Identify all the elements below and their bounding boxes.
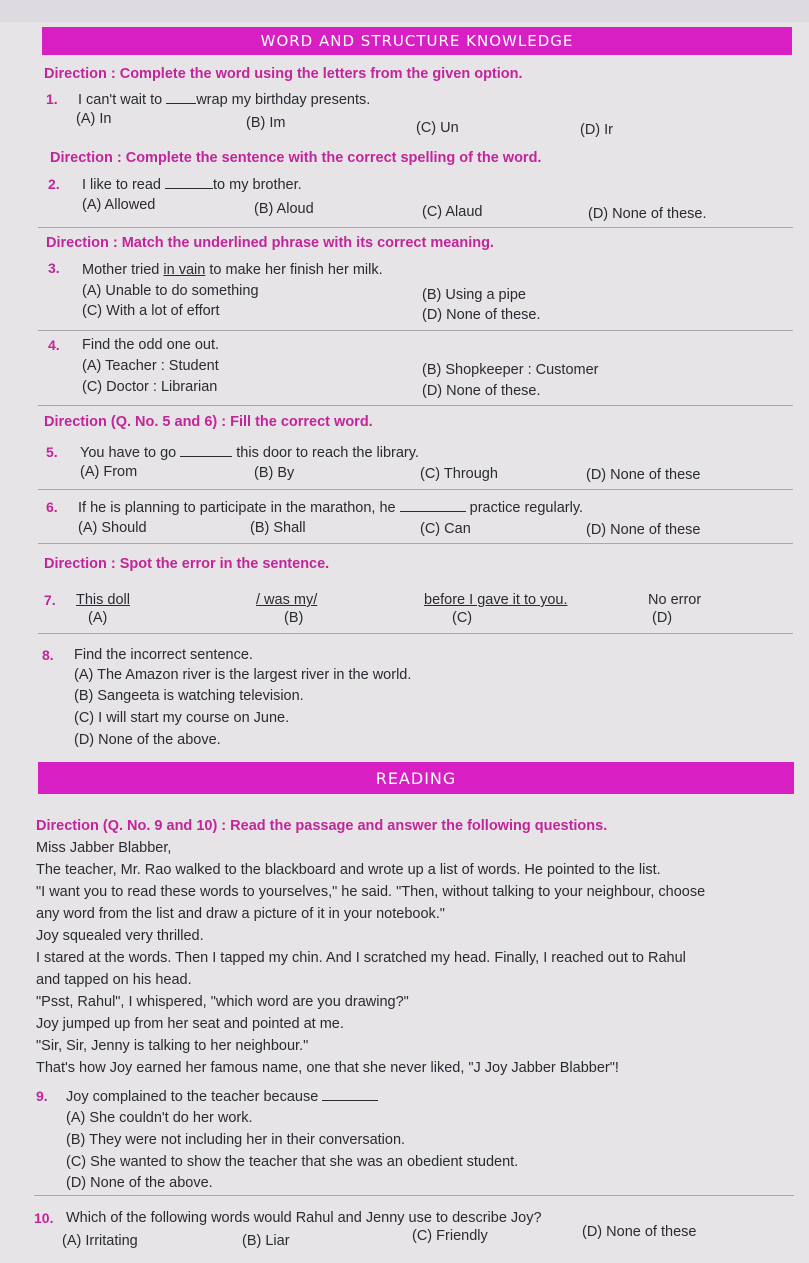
q5-pre: You have to go bbox=[80, 445, 177, 461]
divider bbox=[38, 633, 793, 634]
q7-label-d: (D) bbox=[652, 610, 673, 626]
passage-line: "Sir, Sir, Jenny is talking to her neighbour." bbox=[36, 1038, 309, 1054]
question-3-text bbox=[82, 262, 383, 278]
q3-option-a: (A) Unable to do something bbox=[82, 283, 259, 299]
q9-option-a: (A) She couldn't do her work. bbox=[66, 1110, 253, 1126]
q1-option-b: (B) Im bbox=[246, 115, 286, 131]
q7-label-a: (A) bbox=[88, 610, 108, 626]
q3-option-d: (D) None of these. bbox=[422, 307, 541, 323]
q8-option-a: (A) The Amazon river is the largest river in the world. bbox=[74, 667, 412, 683]
error-part-a: This doll bbox=[76, 592, 130, 608]
q5-option-c: (C) Through bbox=[420, 466, 498, 482]
passage-line: "Psst, Rahul", I whispered, "which word are you drawing?" bbox=[36, 994, 409, 1010]
q5-post: this door to reach the library. bbox=[236, 445, 419, 461]
q10-option-c: (C) Friendly bbox=[412, 1228, 488, 1244]
passage-line: Miss Jabber Blabber, bbox=[36, 840, 172, 856]
q8-option-b: (B) Sangeeta is watching television. bbox=[74, 688, 304, 704]
divider bbox=[38, 489, 793, 490]
q2-option-d: (D) None of these. bbox=[588, 206, 707, 222]
section-header-word-structure bbox=[42, 27, 792, 55]
q2-pre: I like to read bbox=[82, 177, 161, 193]
q6-post: practice regularly. bbox=[469, 500, 584, 516]
answer-blank bbox=[180, 444, 232, 457]
question-6-text bbox=[78, 499, 583, 516]
error-part-b: / was my/ bbox=[256, 592, 318, 608]
passage-line: Joy squealed very thrilled. bbox=[36, 928, 204, 944]
direction-q7: Direction : Spot the error in the sentence. bbox=[44, 556, 330, 572]
passage-line: "I want you to read these words to yourselves," he said. "Then, without talking to your neighbour, choose bbox=[36, 884, 706, 900]
q8-option-d: (D) None of the above. bbox=[74, 732, 221, 748]
q5-option-a: (A) From bbox=[80, 464, 138, 480]
q1-option-d: (D) Ir bbox=[580, 122, 614, 138]
q4-option-a: (A) Teacher : Student bbox=[82, 358, 219, 374]
divider bbox=[38, 330, 793, 331]
q9-option-c: (C) She wanted to show the teacher that she was an obedient student. bbox=[66, 1154, 519, 1170]
divider bbox=[38, 543, 793, 544]
q10-option-d: (D) None of these bbox=[582, 1224, 697, 1240]
question-5-text bbox=[80, 444, 419, 461]
question-1-text bbox=[78, 91, 370, 108]
q6-option-a: (A) Should bbox=[78, 520, 147, 536]
divider bbox=[38, 227, 793, 228]
q9-option-b: (B) They were not including her in their conversation. bbox=[66, 1132, 406, 1148]
passage-line: That's how Joy earned her famous name, one that she never liked, "J Joy Jabber Blabber"! bbox=[36, 1060, 619, 1076]
question-4-text: Find the odd one out. bbox=[82, 337, 220, 353]
passage-line: and tapped on his head. bbox=[36, 972, 192, 988]
direction-q5-q6: Direction (Q. No. 5 and 6) : Fill the correct word. bbox=[44, 414, 373, 430]
q2-option-c: (C) Alaud bbox=[422, 204, 483, 220]
q1-pre: I can't wait to bbox=[78, 92, 163, 108]
question-number: 6. bbox=[46, 499, 58, 515]
question-number: 9. bbox=[36, 1088, 48, 1104]
direction-q9-q10: Direction (Q. No. 9 and 10) : Read the passage and answer the following questions. bbox=[36, 818, 608, 834]
answer-blank bbox=[165, 176, 213, 189]
q5-option-b: (B) By bbox=[254, 465, 295, 481]
underlined-phrase: in vain bbox=[163, 262, 206, 278]
passage-line: any word from the list and draw a picture of it in your notebook." bbox=[36, 906, 445, 922]
q2-post: to my brother. bbox=[213, 177, 302, 193]
question-number: 10. bbox=[34, 1210, 54, 1226]
q1-post: wrap my birthday presents. bbox=[196, 92, 371, 108]
q7-label-b: (B) bbox=[284, 610, 304, 626]
question-8-text: Find the incorrect sentence. bbox=[74, 647, 253, 663]
question-number: 7. bbox=[44, 592, 56, 608]
q6-option-c: (C) Can bbox=[420, 521, 471, 537]
q8-option-c: (C) I will start my course on June. bbox=[74, 710, 290, 726]
question-10-text: Which of the following words would Rahul and Jenny use to describe Joy? bbox=[66, 1210, 542, 1226]
section-title: WORD AND STRUCTURE KNOWLEDGE bbox=[260, 32, 574, 50]
direction-q3: Direction : Match the underlined phrase with its correct meaning. bbox=[46, 235, 494, 251]
q9-option-d: (D) None of the above. bbox=[66, 1175, 213, 1191]
q4-option-b: (B) Shopkeeper : Customer bbox=[422, 362, 599, 378]
direction-q1: Direction : Complete the word using the letters from the given option. bbox=[44, 66, 523, 82]
section-header-reading bbox=[38, 762, 794, 794]
question-number: 3. bbox=[48, 260, 60, 276]
passage-line: I stared at the words. Then I tapped my chin. And I scratched my head. Finally, I reached out to Rahul bbox=[36, 950, 686, 966]
section-title: READING bbox=[375, 768, 457, 788]
q4-option-c: (C) Doctor : Librarian bbox=[82, 379, 218, 395]
q3-option-c: (C) With a lot of effort bbox=[82, 303, 220, 319]
q6-pre: If he is planning to participate in the marathon, he bbox=[78, 500, 396, 516]
q3-pre: Mother tried bbox=[82, 262, 160, 278]
q9-pre: Joy complained to the teacher because bbox=[66, 1089, 319, 1105]
q10-option-b: (B) Liar bbox=[242, 1233, 290, 1249]
q2-option-a: (A) Allowed bbox=[82, 197, 156, 213]
q3-post: to make her finish her milk. bbox=[209, 262, 383, 278]
q3-option-b: (B) Using a pipe bbox=[422, 287, 526, 303]
question-number: 2. bbox=[48, 176, 60, 192]
q10-option-a: (A) Irritating bbox=[62, 1233, 138, 1249]
q5-option-d: (D) None of these bbox=[586, 467, 701, 483]
answer-blank bbox=[322, 1088, 378, 1101]
q6-option-b: (B) Shall bbox=[250, 520, 306, 536]
question-9-text bbox=[66, 1088, 378, 1105]
question-2-text bbox=[82, 176, 302, 193]
answer-blank bbox=[166, 91, 196, 104]
divider bbox=[34, 1195, 794, 1196]
q6-option-d: (D) None of these bbox=[586, 522, 701, 538]
q4-option-d: (D) None of these. bbox=[422, 383, 541, 399]
q1-option-a: (A) In bbox=[76, 111, 112, 127]
error-part-d: No error bbox=[648, 592, 702, 608]
passage-line: Joy jumped up from her seat and pointed at me. bbox=[36, 1016, 344, 1032]
question-number: 8. bbox=[42, 647, 54, 663]
passage-line: The teacher, Mr. Rao walked to the blackboard and wrote up a list of words. He pointed to the list. bbox=[36, 862, 661, 878]
question-number: 5. bbox=[46, 444, 58, 460]
q2-option-b: (B) Aloud bbox=[254, 201, 314, 217]
q1-option-c: (C) Un bbox=[416, 120, 459, 136]
top-strip bbox=[0, 0, 809, 22]
question-number: 4. bbox=[48, 337, 60, 353]
direction-q2: Direction : Complete the sentence with the correct spelling of the word. bbox=[50, 150, 542, 166]
question-number: 1. bbox=[46, 91, 58, 107]
divider bbox=[38, 405, 793, 406]
q7-label-c: (C) bbox=[452, 610, 473, 626]
answer-blank bbox=[400, 499, 466, 512]
error-part-c: before I gave it to you. bbox=[424, 592, 568, 608]
